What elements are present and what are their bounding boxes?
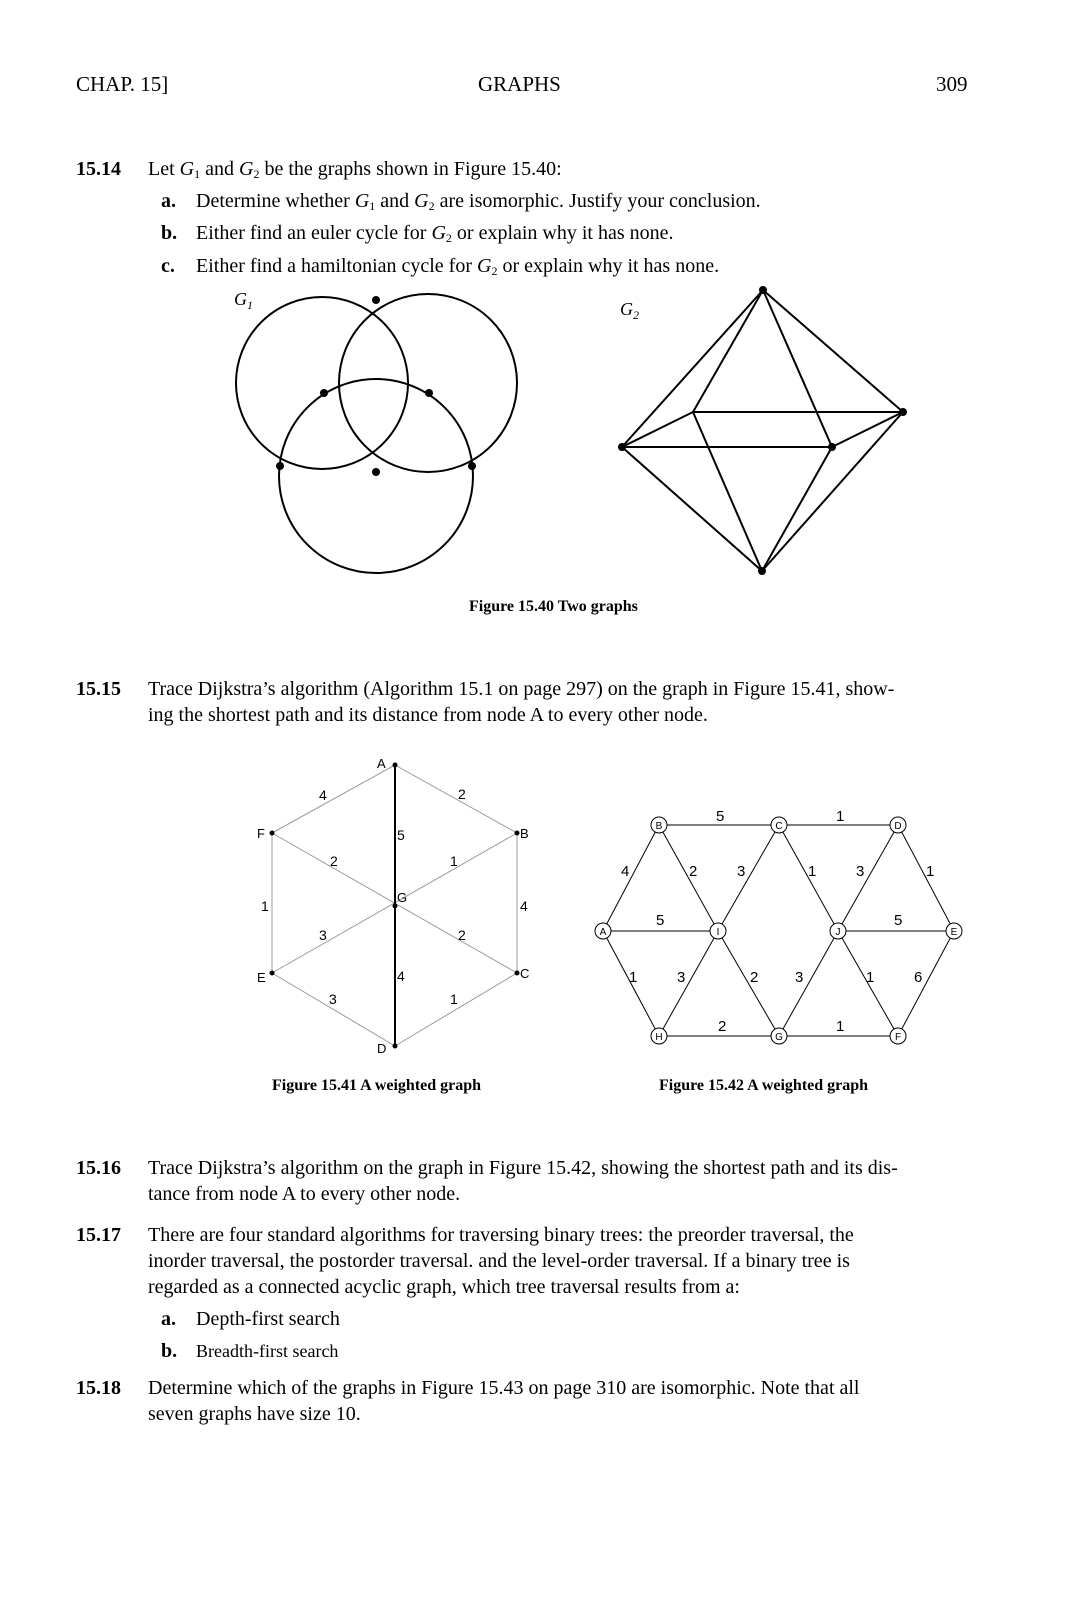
fig42-weight: 2 bbox=[689, 863, 698, 880]
fig42-node-label: C bbox=[775, 821, 783, 832]
fig41-node-label: B bbox=[520, 826, 529, 841]
fig42-weight: 1 bbox=[866, 969, 875, 986]
fig41-node-label: F bbox=[257, 826, 265, 841]
figure-caption: Figure 15.41 A weighted graph bbox=[272, 1077, 482, 1094]
fig42-weight: 2 bbox=[718, 1018, 727, 1035]
fig41-weight: 4 bbox=[397, 968, 405, 984]
item-text: Either find an euler cycle for $G_2$ or explain why it has none. bbox=[196, 222, 674, 245]
fig42-node-label: B bbox=[655, 821, 663, 832]
problem-number: 15.17 bbox=[76, 1224, 121, 1246]
fig42-edges bbox=[603, 825, 954, 1036]
fig41-node-label: G bbox=[397, 890, 408, 905]
fig42-node-label: J bbox=[835, 927, 841, 938]
fig41-weight: 1 bbox=[450, 853, 458, 869]
problem-text-line: regarded as a connected acyclic graph, which tree traversal results from a: bbox=[148, 1276, 740, 1298]
fig41-weight: 2 bbox=[330, 853, 338, 869]
item-label: b. bbox=[161, 1340, 178, 1362]
item-text: Either find a hamiltonian cycle for $G_2$ or explain why it has none. bbox=[196, 255, 720, 278]
fig42-weight: 6 bbox=[914, 969, 923, 986]
problem-text-line: Trace Dijkstra’s algorithm on the graph in Figure 15.42, showing the shortest path and its dis- bbox=[148, 1157, 898, 1179]
problem-number: 15.15 bbox=[76, 678, 121, 700]
fig41-weight: 1 bbox=[450, 991, 458, 1007]
fig42-weight: 3 bbox=[677, 969, 686, 986]
fig42-weight: 5 bbox=[716, 808, 725, 825]
figure-caption: Figure 15.42 A weighted graph bbox=[659, 1077, 869, 1094]
fig41-weight: 2 bbox=[458, 786, 466, 802]
problem-text-line: Determine which of the graphs in Figure 15.43 on page 310 are isomorphic. Note that all bbox=[148, 1377, 860, 1399]
problem-text-line: seven graphs have size 10. bbox=[148, 1403, 361, 1425]
fig41-weight: 3 bbox=[329, 991, 337, 1007]
fig42-node-label: F bbox=[894, 1032, 902, 1043]
fig41-node-label: E bbox=[257, 970, 266, 985]
item-label: a. bbox=[161, 1308, 176, 1330]
page-number: 309 bbox=[936, 72, 968, 96]
fig42-node-label: G bbox=[775, 1032, 783, 1043]
fig42-weight: 4 bbox=[621, 863, 630, 880]
fig42-node-label: A bbox=[599, 927, 607, 938]
problem-text-line: There are four standard algorithms for traversing binary trees: the preorder traversal, the bbox=[148, 1224, 854, 1246]
problem-text-line: Trace Dijkstra’s algorithm (Algorithm 15.1 on page 297) on the graph in Figure 15.41, show- bbox=[148, 678, 895, 700]
running-title: GRAPHS bbox=[478, 72, 561, 96]
problem-text-line: inorder traversal, the postorder traversal. and the level-order traversal. If a binary tree is bbox=[148, 1250, 850, 1272]
problem-number: 15.14 bbox=[76, 158, 121, 180]
problem-text: Let $G_1$ and $G_2$ be the graphs shown in Figure 15.40: bbox=[148, 158, 562, 181]
fig42-weight: 1 bbox=[836, 1018, 845, 1035]
problem-number: 15.16 bbox=[76, 1157, 121, 1179]
fig42-node-label: E bbox=[950, 927, 958, 938]
fig42-weight: 3 bbox=[737, 863, 746, 880]
item-text: Depth-first search bbox=[196, 1308, 340, 1330]
g2-label: $G_2$ bbox=[620, 299, 639, 322]
item-text: Determine whether $G_1$ and $G_2$ are isomorphic. Justify your conclusion. bbox=[196, 190, 761, 213]
item-text: Breadth-first search bbox=[196, 1341, 339, 1361]
fig42-weight: 1 bbox=[629, 969, 638, 986]
fig41-node-label: A bbox=[377, 756, 386, 771]
fig41-weight: 2 bbox=[458, 927, 466, 943]
fig41-weight: 3 bbox=[319, 927, 327, 943]
fig41-weight: 5 bbox=[397, 827, 405, 843]
fig41-node-label: C bbox=[520, 966, 530, 981]
problem-text-line: tance from node A to every other node. bbox=[148, 1183, 461, 1205]
fig42-node-label: D bbox=[894, 821, 902, 832]
problem-text-line: ing the shortest path and its distance from node A to every other node. bbox=[148, 704, 708, 726]
fig42-weight: 5 bbox=[656, 912, 665, 929]
fig41-weight: 1 bbox=[261, 898, 269, 914]
fig42-weight: 2 bbox=[750, 969, 759, 986]
fig42-node-label: H bbox=[655, 1032, 663, 1043]
problem-number: 15.18 bbox=[76, 1377, 121, 1399]
g1-label: $G_1$ bbox=[234, 289, 253, 312]
item-label: b. bbox=[161, 222, 178, 244]
fig42-weight: 1 bbox=[926, 863, 935, 880]
fig42-weight: 3 bbox=[795, 969, 804, 986]
fig42-weight: 5 bbox=[894, 912, 903, 929]
fig42-weight: 3 bbox=[856, 863, 865, 880]
fig41-node-label: D bbox=[377, 1041, 387, 1056]
chapter-label: CHAP. 15] bbox=[76, 72, 169, 96]
item-label: c. bbox=[161, 255, 175, 277]
fig41-weight: 4 bbox=[520, 898, 528, 914]
item-label: a. bbox=[161, 190, 176, 212]
fig41-weight: 4 bbox=[319, 787, 327, 803]
figure-caption: Figure 15.40 Two graphs bbox=[469, 598, 638, 615]
fig42-node-label: I bbox=[716, 927, 720, 938]
fig42-weight: 1 bbox=[808, 863, 817, 880]
fig42-weight: 1 bbox=[836, 808, 845, 825]
